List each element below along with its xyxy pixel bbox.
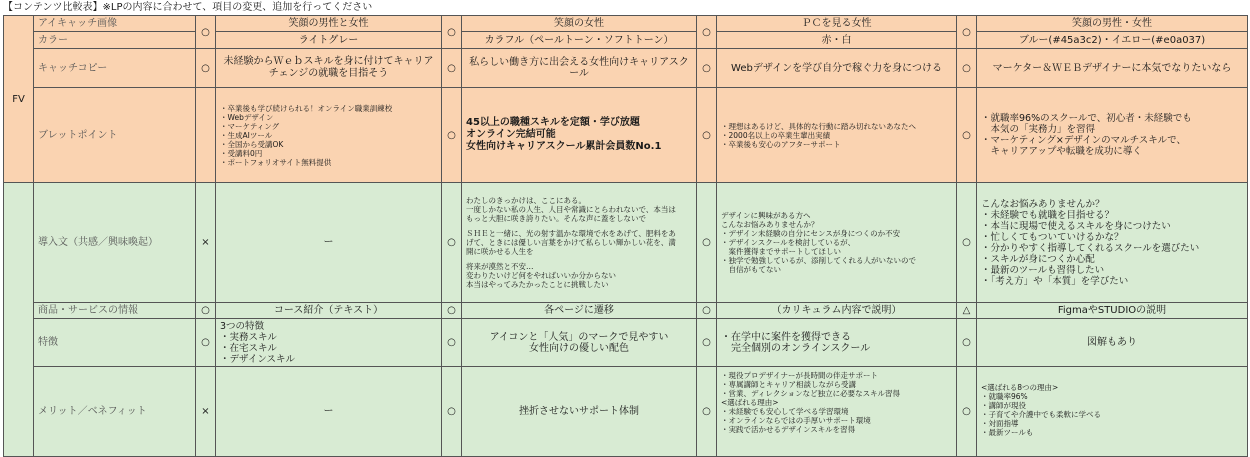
intro-line: 将来が漠然と不安… [466,262,534,271]
intro-line: ・分かりやすく指導してくれるスクールを選びたい [981,242,1200,254]
intro-cell [462,183,697,303]
bullet-line: ・マーケティング×デザインのマルチスキルで、 [981,135,1186,146]
intro-line: 案件獲得までサポートしてほしい [721,247,841,256]
mark-cell: ○ [697,49,717,88]
merit-line: ・未経験でも安心して学べる学習環境 [721,407,849,416]
color-cell: ブルー(#45a3c2)・イエロー(#e0a037) [977,32,1248,49]
row-label-color: カラー [34,32,196,49]
intro-line: わたしのきっかけは、ここにある。 [466,196,586,205]
mark-cell: ○ [957,16,977,49]
eyecatch-cell: ＰＣを見る女性 [717,16,957,32]
features-cell [462,319,697,367]
color-cell: ライトグレー [216,32,442,49]
row-label-product: 商品・サービスの情報 [34,303,196,319]
mark-cell: ○ [697,88,717,183]
color-cell: カラフル（ペールトーン・ソフトトーン） [462,32,697,49]
mark-cell: ○ [697,16,717,49]
row-label-features: 特徴 [34,319,196,367]
section-label-fv: FV [4,16,34,183]
mark-cell: △ [957,303,977,319]
feature-line: アイコンと「人気」のマークで見やすい [489,331,669,343]
product-cell: コース紹介（テキスト） [216,303,442,319]
feature-line: 女性向けの優しい配色 [529,342,629,354]
product-cell: 各ページに遷移 [462,303,697,319]
catchcopy-cell: 未経験からＷｅｂスキルを身に付けてキャリア チェンジの就職を目指そう [216,49,442,88]
merit-line: <選ばれる8つの理由> [981,383,1059,392]
intro-line: げて、ときには優しい言葉をかけて私らしい輝かしい花を、満 [466,238,676,247]
mark-cell: ○ [442,367,462,457]
merit-cell: 挫折させないサポート体制 [462,367,697,457]
merit-line: <選ばれる理由> [721,398,779,407]
bullets-cell [462,88,697,183]
mark-cell: ○ [196,49,216,88]
eyecatch-cell: 笑顔の男性と女性 [216,16,442,32]
bullet-line: ・マーケティング [220,121,280,131]
section-label-other [4,183,34,457]
bullet-line: ・卒業後も安心のアフターサポート [721,139,841,149]
intro-line: こんなお悩みありませんか？ [981,198,1105,210]
mark-cell: ○ [957,88,977,183]
intro-line: ・本当に現場で使えるスキルを身につけたい [981,220,1171,232]
bullet-line: ・2000名以上の卒業生輩出実績 [721,130,831,140]
intro-line: ・独学で勉強しているが、添削してくれる人がいないので [721,256,916,265]
features-cell [717,319,957,367]
intro-line: 変わりたいけど何をやればいいか分からない [466,271,616,280]
bullets-cell [216,88,442,183]
intro-line: 自信がもてない [721,265,781,274]
intro-cell: ー [216,183,442,303]
table-row [4,32,1248,49]
mark-cell: ○ [196,16,216,49]
mark-cell: ○ [442,49,462,88]
intro-line: ・未経験でも就職を目指せる？ [981,209,1115,221]
product-cell: （カリキュラム内容で説明） [717,303,957,319]
merit-line: ・オンラインならではの手厚いサポート環境 [721,416,871,425]
mark-cell [196,88,216,183]
intro-line: 本当はやってみたかったことに挑戦したい [466,280,609,289]
merit-cell [977,367,1248,457]
intro-line: デザインに興味がある方へ [721,211,811,220]
mark-cell: ○ [442,183,462,303]
intro-cell [977,183,1248,303]
features-cell [216,319,442,367]
row-label-eyecatch: アイキャッチ画像 [34,16,196,32]
mark-cell: ○ [196,303,216,319]
feature-line: ・在宅スキル [220,342,277,354]
bullet-line: ・受講料0円 [220,148,263,158]
row-label-bullets: ブレットポイント [34,88,196,183]
intro-line: ・スキルが身につくか心配 [981,253,1095,265]
intro-line: ・デザインスクールを検討しているが、 [721,238,856,247]
bullet-line: 45以上の職種スキルを定額・学び放題 [466,117,640,128]
bullet-line: ・生成AIツール [220,130,273,140]
table-row [4,303,1248,319]
table-row [4,367,1248,457]
bullet-line: オンライン完結可能 [466,129,556,140]
page-title: 【コンテンツ比較表】※LPの内容に合わせて、項目の変更、追加を行ってください [3,2,373,13]
features-cell: 図解もあり [977,319,1248,367]
bullet-line: 女性向けキャリアスクール累計会員数No.1 [466,141,662,152]
mark-cell: ○ [697,183,717,303]
mark-cell: ○ [442,88,462,183]
mark-cell: ○ [442,319,462,367]
eyecatch-cell: 笑顔の男性・女性 [977,16,1248,32]
feature-line: ・実務スキル [220,331,277,343]
bullet-line: ・ポートフォリオサイト無料提供 [220,157,332,167]
merit-line: ・最新ツールも [981,428,1034,437]
bullet-line: ・就職率96%のスクールで、初心者・未経験でも [981,113,1192,124]
eyecatch-cell: 笑顔の女性 [462,16,697,32]
bullets-cell [977,88,1248,183]
mark-cell: × [196,367,216,457]
table-row [4,49,1248,88]
merit-line: ・対面指導 [981,419,1019,428]
feature-line: 3つの特徴 [220,320,265,332]
mark-cell: ○ [697,367,717,457]
product-cell: FigmaやSTUDIOの説明 [977,303,1248,319]
mark-cell: ○ [196,319,216,367]
intro-cell [717,183,957,303]
color-cell: 赤・白 [717,32,957,49]
table-row [4,88,1248,183]
feature-line: 完全個別のオンラインスクール [721,342,871,354]
intro-line: ・「考え方」や「本質」を学びたい [981,275,1129,287]
merit-line: ・営業、ディレクションなど独立に必要なスキル習得 [721,389,901,398]
catchcopy-cell: 私らしい働き方に出会える女性向けキャリアスクール [462,49,697,88]
mark-cell: ○ [957,183,977,303]
mark-cell: × [196,183,216,303]
merit-line: ・子育てや介護中でも柔軟に学べる [981,410,1101,419]
bullets-cell [717,88,957,183]
intro-line: もっと大胆に咲き誇りたい。そんな声に蓋をしないで [466,214,646,223]
mark-cell: ○ [957,367,977,457]
merit-cell [717,367,957,457]
row-label-merit: メリット／ベネフィット [34,367,196,457]
row-label-catchcopy: キャッチコピー [34,49,196,88]
bullet-line: ・全国から受講OK [220,139,284,149]
comparison-table [3,15,1248,457]
table-row [4,16,1248,32]
bullet-line: ・卒業後も学び続けられる！オンライン職業訓練校 [220,103,393,113]
intro-line: こんなお悩みありませんか？ [721,220,819,229]
merit-line: ・講師が現役 [981,401,1026,410]
intro-line: ＳＨＥと一緒に、光の射す温かな環境で水をあげて、肥料をあ [466,229,676,238]
bullet-line: キャリアアップや転職を成功に導く [981,146,1142,157]
row-label-intro: 導入文（共感／興味喚起） [34,183,196,303]
mark-cell: ○ [697,303,717,319]
merit-line: ・専属講師とキャリア相談しながら受講 [721,380,856,389]
catchcopy-cell: Webデザインを学び自分で稼ぐ力を身につける [717,49,957,88]
mark-cell: ○ [442,16,462,49]
merit-line: ・実践で活かせるデザインスキルを習得 [721,425,856,434]
table-row [4,183,1248,303]
catchcopy-cell: マーケター＆ＷＥＢデザイナーに本気でなりたいなら [977,49,1248,88]
bullet-line: ・Webデザイン [220,112,274,122]
table-row [4,319,1248,367]
bullet-line: ・理想はあるけど、具体的な行動に踏み切れないあなたへ [721,121,916,131]
feature-line: ・在学中に案件を獲得できる [721,331,851,343]
merit-cell: ー [216,367,442,457]
intro-line: ・忙しくてもついていけるかな？ [981,231,1124,243]
mark-cell: ○ [957,319,977,367]
intro-line: 一度しかない私の人生、人目や常識にとらわれないで、本当は [466,205,676,214]
intro-line: ・最新のツールも習得したい [981,264,1105,276]
intro-line: ・デザイン未経験の自分にセンスが身につくのか不安 [721,229,901,238]
mark-cell: ○ [697,319,717,367]
bullet-line: 本気の「実務力」を習得 [981,124,1096,135]
merit-line: ・現役プロデザイナーが長時間の伴走サポート [721,371,878,380]
mark-cell: ○ [957,49,977,88]
feature-line: ・デザインスキル [220,353,295,365]
merit-line: ・就職率96% [981,392,1028,401]
intro-line: 開に咲かせる人生を [466,247,534,256]
mark-cell: ○ [442,303,462,319]
